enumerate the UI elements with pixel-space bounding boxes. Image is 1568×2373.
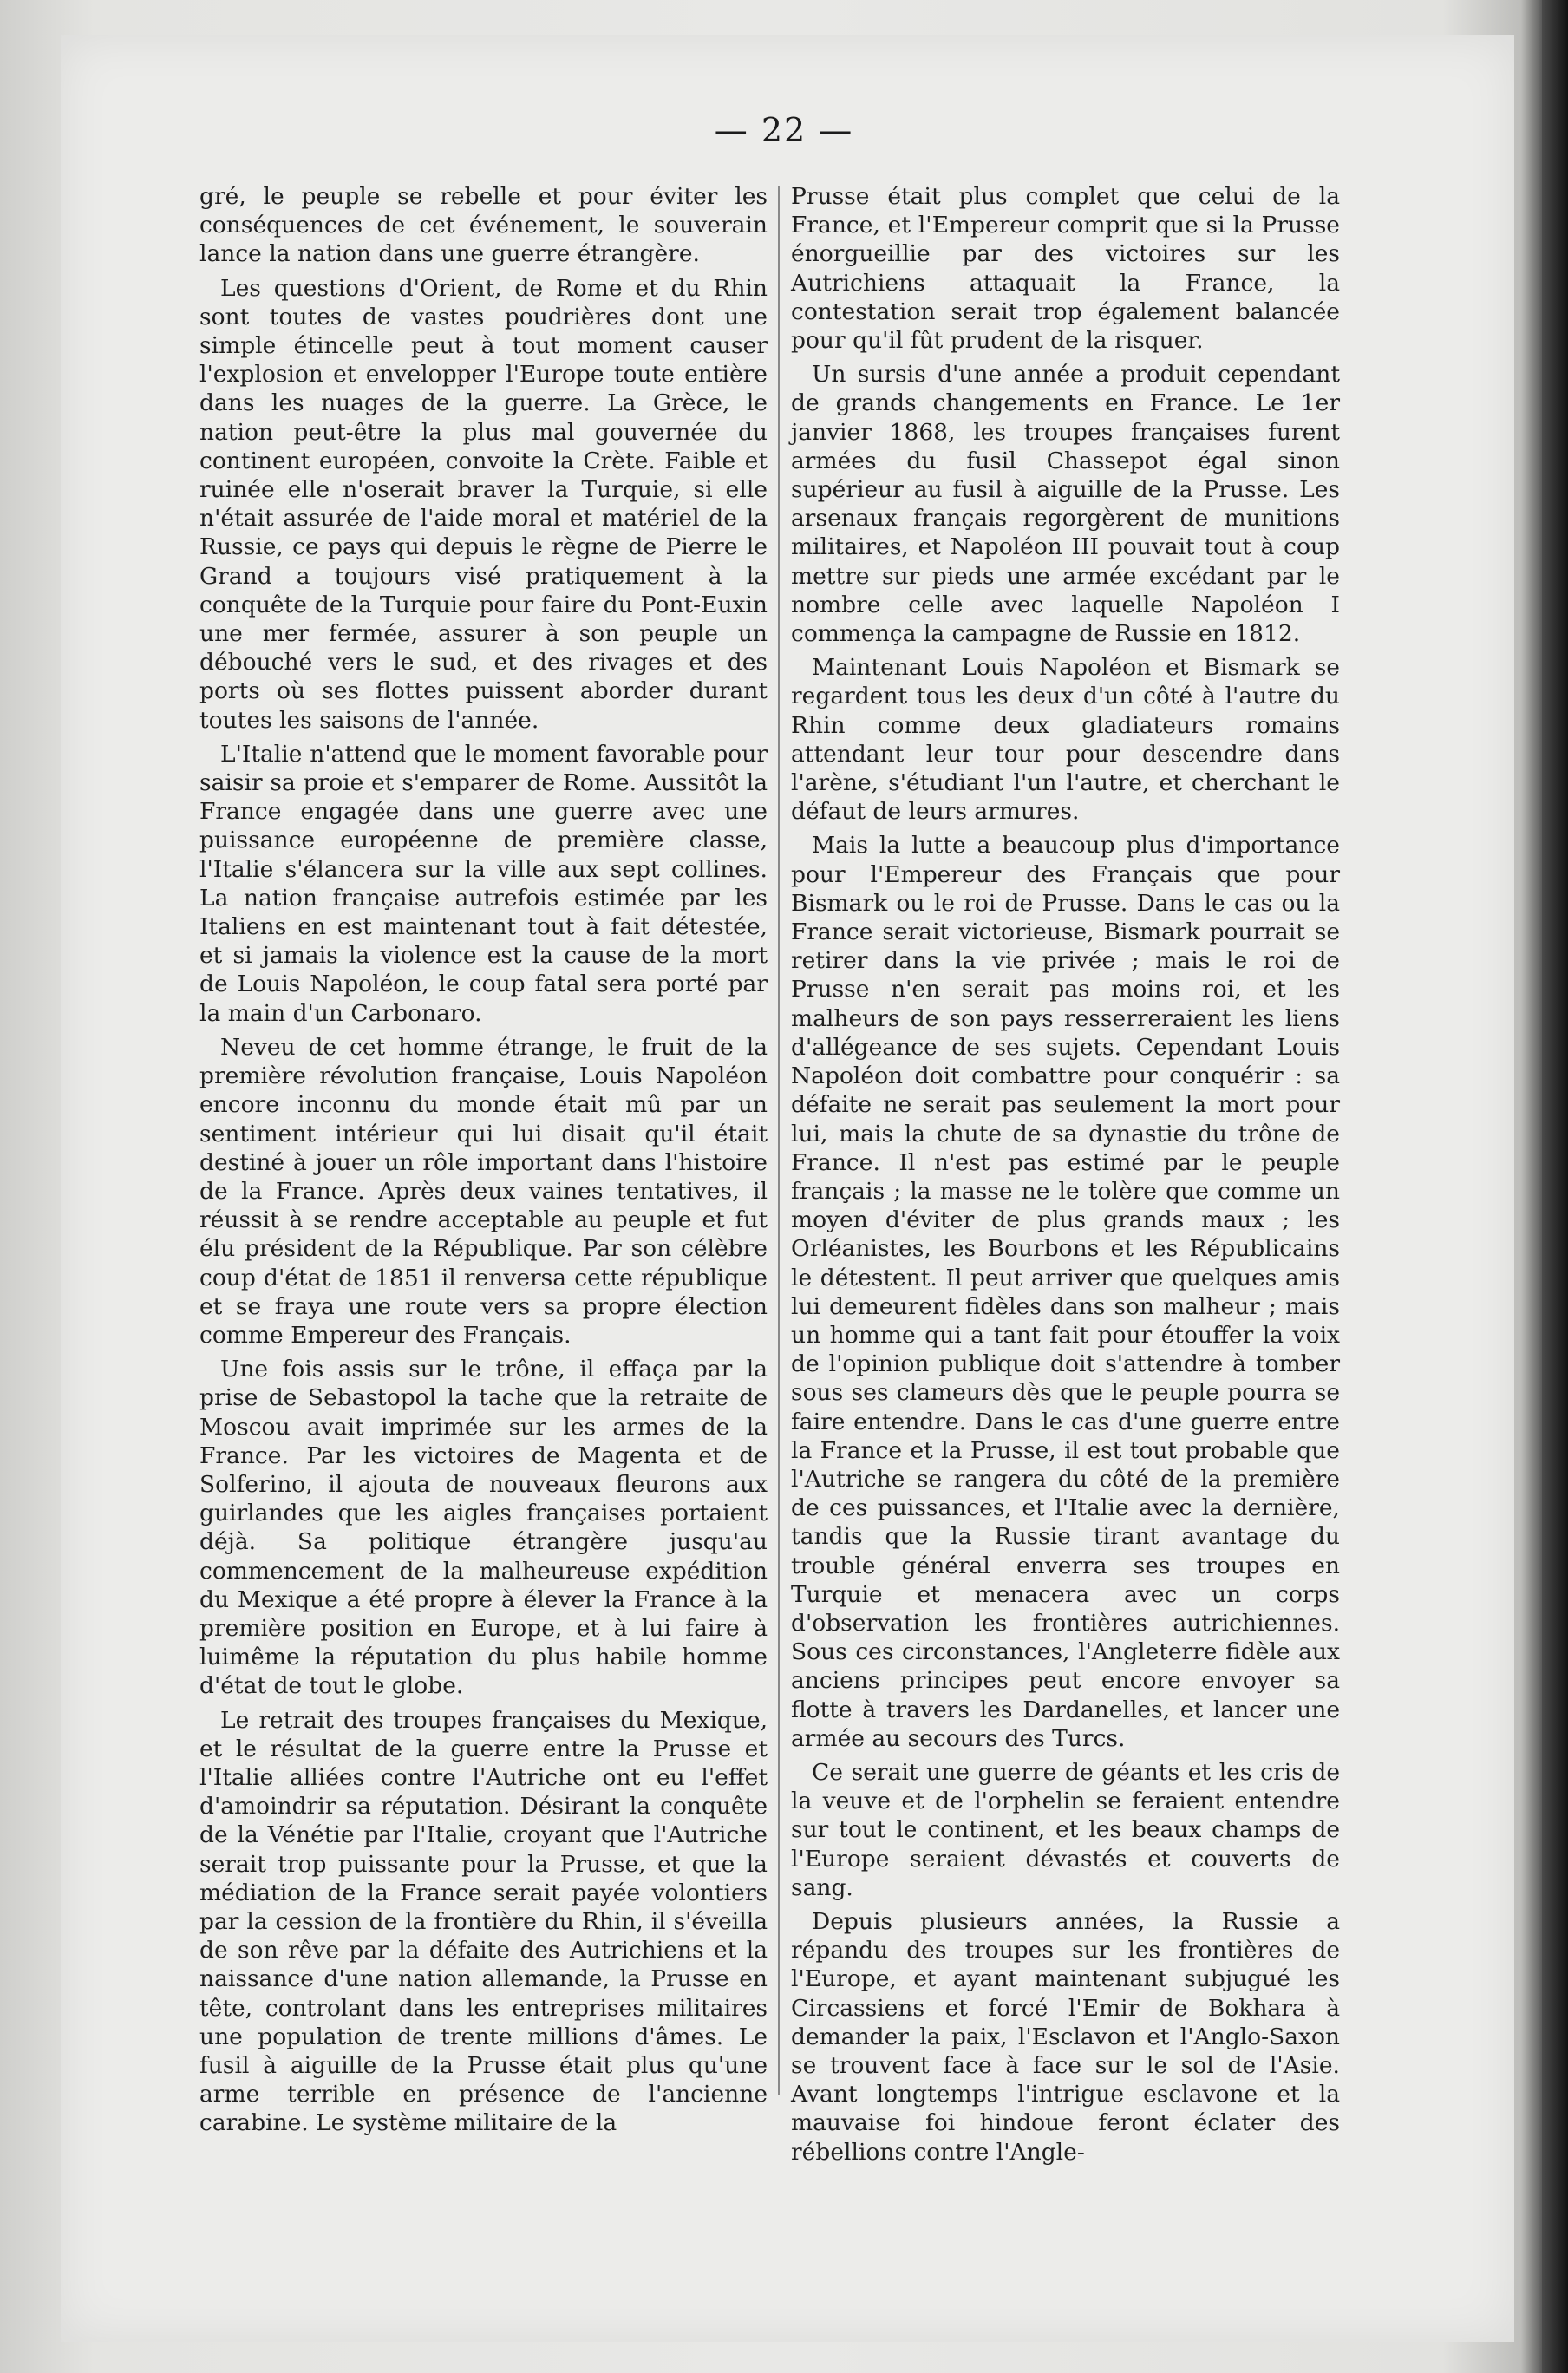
scan-edge: [1542, 0, 1568, 2373]
paragraph: gré, le peuple se rebelle et pour éviter les conséquences de cet événement, le souverain lance la nation dans une guerre étrangère.: [199, 183, 768, 268]
paragraph: Une fois assis sur le trône, il effaça par la prise de Sebastopol la tache que la retraite de Moscou avait imprimée sur les armes de la France. Par les victoires de Magenta et de Solferino, il ajouta de nouveaux fleurons aux guirlandes que les aigles françaises portaient déjà. Sa politique étrangère jusqu'au commencement de la malheureuse expédition du Mexique a été propre à élever la France à la première position en Europe, et à lui faire à luimême la réputation du plus habile homme d'état de tout le globe.: [199, 1356, 768, 1700]
paragraph: L'Italie n'attend que le moment favorable pour saisir sa proie et s'emparer de Rome. Aussitôt la France engagée dans une guerre avec une puissance européenne de première classe, l'Italie s'élancera sur la ville aux sept collines. La nation française autrefois estimée par les Italiens en est maintenant tout à fait détestée, et si jamais la violence est la cause de la mort de Louis Napoléon, le coup fatal sera porté par la main d'un Carbonaro.: [199, 740, 768, 1027]
paragraph: Ce serait une guerre de géants et les cris de la veuve et de l'orphelin se feraient entendre sur tout le continent, et les beaux champs de l'Europe seraient dévastés et couverts de sang.: [791, 1758, 1340, 1901]
left-column: [199, 182, 768, 2138]
right-column: [791, 182, 1340, 2167]
paragraph: Prusse était plus complet que celui de la France, et l'Empereur comprit que si la Prusse énorgueillie par des victoires sur les Autrichiens attaquait la France, la contestation serait trop également balancée pour qu'il fût prudent de la risquer.: [791, 183, 1340, 355]
paragraph: Les questions d'Orient, de Rome et du Rhin sont toutes de vastes poudrières dont une simple étincelle peut à tout moment causer l'explosion et envelopper l'Europe toute entière dans les nuages de la guerre. La Grèce, le nation peut-être la plus mal gouvernée du continent européen, convoite la Crète. Faible et ruinée elle n'oserait braver la Turquie, si elle n'était assurée de l'aide moral et matériel de la Russie, ce pays qui depuis le règne de Pierre le Grand a toujours visé pratiquement à la conquête de la Turquie pour faire du Pont-Euxin une mer fermée, assurer à son peuple un débouché vers le sud, et des rivages et des ports où ses flottes puissent aborder durant toutes les saisons de l'année.: [199, 274, 768, 734]
paragraph: Maintenant Louis Napoléon et Bismark se regardent tous les deux d'un côté à l'autre du Rhin comme deux gladiateurs romains attendant leur tour pour descendre dans l'arène, s'étudiant l'un l'autre, et cherchant le défaut de leurs armures.: [791, 654, 1340, 826]
page-number: — 22 —: [714, 111, 854, 149]
paragraph: Neveu de cet homme étrange, le fruit de la première révolution française, Louis Napoléon encore inconnu du monde était mû par un sentiment intérieur qui lui disait qu'il était destiné à jouer un rôle important dans l'histoire de la France. Après deux vaines tentatives, il réussit à se rendre acceptable au peuple et fut élu président de la République. Par son célèbre coup d'état de 1851 il renversa cette république et se fraya une route vers sa propre élection comme Empereur des Français.: [199, 1033, 768, 1349]
paragraph: Mais la lutte a beaucoup plus d'importance pour l'Empereur des Français que pour Bismark ou le roi de Prusse. Dans le cas ou la France serait victorieuse, Bismark pourrait se retirer dans la vie privée ; mais le roi de Prusse n'en serait pas moins roi, et les malheurs de son pays resserreraient les liens d'allégeance de ses sujets. Cependant Louis Napoléon doit combattre pour conquérir : sa défaite ne serait pas seulement la mort pour lui, mais la chute de sa dynastie du trône de France. Il n'est pas estimé par le peuple français ; la masse ne le tolère que comme un moyen d'éviter de plus grands maux ; les Orléanistes, les Bourbons et les Républicains le détestent. Il peut arriver que quelques amis lui demeurent fidèles dans son malheur ; mais un homme qui a tant fait pour étouffer la voix de l'opinion publique doit s'attendre à tomber sous ses clameurs dès que le peuple pourra se faire entendre. Dans le cas d'une guerre entre la France et la Prusse, il est tout probable que l'Autriche se rangera du côté de la première de ces puissances, et l'Italie avec la dernière, tandis que la Russie tirant avantage du trouble général enverra ses troupes en Turquie et menacera avec un corps d'observation les frontières autrichiennes. Sous ces circonstances, l'Angleterre fidèle aux anciens principes peut encore envoyer sa flotte à travers les Dardanelles, et lancer une armée au secours des Turcs.: [791, 832, 1340, 1752]
paragraph: Depuis plusieurs années, la Russie a répandu des troupes sur les frontières de l'Europe, et ayant maintenant subjugué les Circassiens et forcé l'Emir de Bokhara à demander la paix, l'Esclavon et l'Anglo-Saxon se trouvent face à face sur le sol de l'Asie. Avant longtemps l'intrigue esclavone et la mauvaise foi hindoue feront éclater des rébellions contre l'Angle-: [791, 1907, 1340, 2166]
column-rule: [778, 186, 780, 2095]
paragraph: Le retrait des troupes françaises du Mexique, et le résultat de la guerre entre la Prusse et l'Italie alliées contre l'Autriche ont eu l'effet d'amoindrir sa réputation. Désirant la conquête de la Vénétie par l'Italie, croyant que l'Autriche serait trop puissante pour la Prusse, et que la médiation de la France serait payée volontiers par la cession de la frontière du Rhin, il s'éveilla de son rêve par la défaite des Autrichiens et la naissance d'une nation allemande, la Prusse en tête, controlant dans les entreprises militaires une population de trente millions d'âmes. Le fusil à aiguille de la Prusse était plus qu'une arme terrible en présence de l'ancienne carabine. Le système militaire de la: [199, 1706, 768, 2137]
paragraph: Un sursis d'une année a produit cependant de grands changements en France. Le 1er janvier 1868, les troupes françaises furent armées du fusil Chassepot égal sinon supérieur au fusil à aiguille de la Prusse. Les arsenaux français regorgèrent de munitions militaires, et Napoléon III pouvait tout à coup mettre sur pieds une armée excédant par le nombre celle avec laquelle Napoléon I commença la campagne de Russie en 1812.: [791, 361, 1340, 648]
